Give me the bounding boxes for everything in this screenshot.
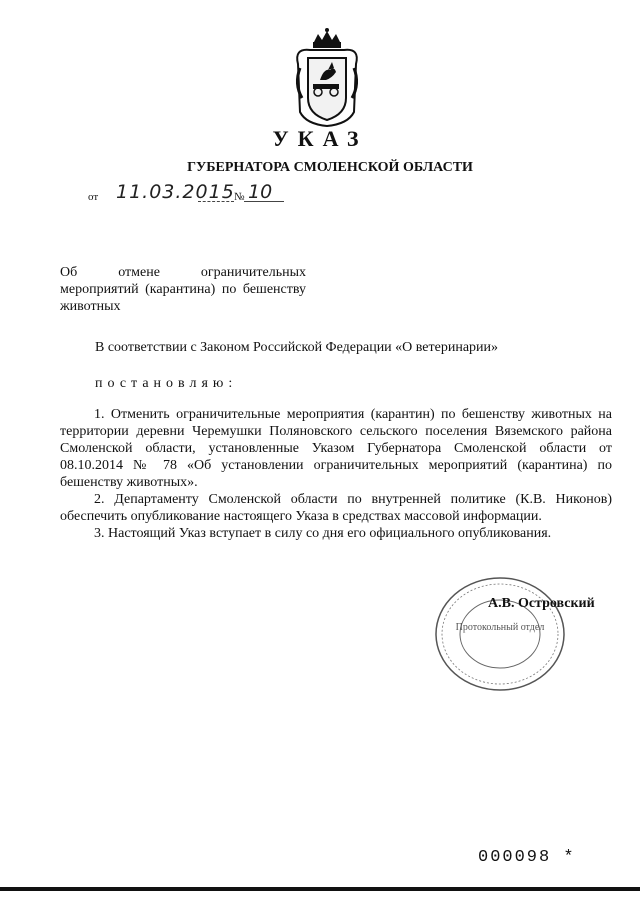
decree-body [60, 406, 612, 542]
date-label: от [88, 191, 99, 203]
number-value: 10 [248, 181, 273, 203]
document-title: УКАЗ [272, 126, 368, 151]
document-serial-number: 000098 * [478, 848, 576, 867]
decree-word: постановляю: [95, 376, 238, 391]
paragraph-2: 2. Департаменту Смоленской области по внутренней политике (К.В. Никонов) обеспечить опубликование настоящего Указа в средствах массовой информации. [60, 492, 612, 524]
date-value: 11.03.2015 [116, 181, 235, 203]
date-number-line [88, 181, 288, 209]
signature-name: А.В. Островский [488, 596, 595, 611]
date-underline [198, 201, 234, 202]
bottom-border [0, 887, 640, 891]
paragraph-3: 3. Настоящий Указ вступает в силу со дня его официального опубликования. [94, 526, 552, 541]
paragraph-1: 1. Отменить ограничительные мероприятия (карантин) по бешенству животных на территории деревни Черемушки Поляновского сельского поселения Вяземского района Смоленской области, установленные Указом Губернатора Смоленской области от 08.10.2014 № 78 «Об установлении ограничительных мероприятий (карантина) по бешенству животных». [60, 407, 612, 490]
preamble: В соответствии с Законом Российской Федерации «О ветеринарии» [95, 340, 499, 355]
stamp-text: Протокольный отдел [455, 622, 545, 633]
coat-of-arms-icon [288, 28, 366, 128]
round-seal-icon [430, 574, 570, 694]
number-label: № [234, 191, 245, 203]
document-subject: Об отмене ограничительных мероприятий (карантина) по бешенству животных [60, 265, 306, 314]
document-subtitle: ГУБЕРНАТОРА СМОЛЕНСКОЙ ОБЛАСТИ [187, 160, 473, 175]
